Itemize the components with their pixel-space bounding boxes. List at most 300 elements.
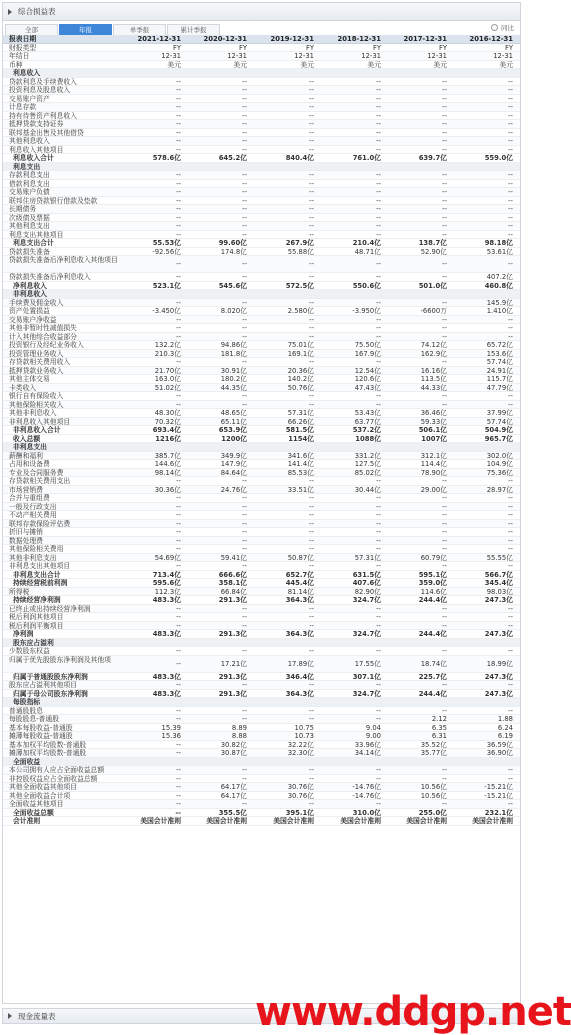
row-value: --: [508, 196, 513, 205]
row-value: --: [376, 774, 381, 783]
row-value: --: [176, 766, 181, 774]
row-value: 美元: [433, 60, 447, 69]
row-value: --: [309, 400, 314, 409]
row-value: 247.3亿: [484, 672, 513, 681]
row-value: 6.19: [497, 732, 513, 740]
financial-table: [3, 35, 520, 826]
yoy-toggle[interactable]: [491, 23, 514, 32]
row-value: 181.8亿: [220, 349, 247, 358]
header-date[interactable]: 2016-12-31: [469, 35, 513, 43]
table-row: [3, 477, 520, 486]
row-value: --: [242, 519, 247, 528]
row-value: --: [242, 324, 247, 332]
row-value: --: [508, 260, 513, 268]
collapse-arrow-icon[interactable]: [8, 9, 12, 15]
row-value: 291.3亿: [218, 630, 247, 638]
row-value: --: [442, 222, 447, 230]
row-label: 少数股东权益: [9, 647, 50, 655]
table-row: [3, 588, 520, 597]
row-value: --: [176, 128, 181, 137]
row-value: --: [242, 213, 247, 222]
tab-cumulative-quarterly[interactable]: 累计季报: [167, 24, 220, 35]
row-value: --: [508, 222, 513, 230]
row-value: --: [242, 681, 247, 689]
row-value: --: [176, 647, 181, 655]
table-row: [3, 44, 520, 53]
row-value: --: [442, 332, 447, 341]
row-value: --: [242, 502, 247, 511]
row-value: --: [508, 494, 513, 502]
row-value: --: [376, 205, 381, 213]
table-row: [3, 596, 520, 605]
row-label: 抵押贷款支持证券: [9, 120, 64, 128]
table-row: [3, 273, 520, 282]
row-label: 基本加权平均股数-普通股: [9, 740, 87, 749]
row-value: 美元: [499, 60, 513, 69]
row-value: 60.79亿: [420, 553, 447, 562]
table-row: [3, 724, 520, 733]
row-value: --: [309, 222, 314, 230]
row-value: --: [376, 128, 381, 137]
row-value: --: [376, 502, 381, 511]
row-value: 550.6亿: [352, 281, 381, 290]
panel-header[interactable]: [3, 3, 520, 21]
row-value: --: [176, 94, 181, 103]
radio-icon[interactable]: [491, 24, 498, 31]
row-value: --: [442, 528, 447, 536]
row-value: 36.90亿: [486, 749, 513, 757]
row-value: 33.96亿: [354, 740, 381, 749]
row-value: --: [508, 774, 513, 783]
table-row: [3, 486, 520, 495]
row-value: --: [508, 613, 513, 621]
row-label: 利息收入合计: [13, 154, 54, 162]
row-value: --: [508, 137, 513, 145]
row-value: --: [442, 536, 447, 545]
row-value: 99.60亿: [218, 239, 247, 247]
row-value: --: [442, 766, 447, 774]
row-value: --: [176, 273, 181, 281]
row-value: 50.87亿: [287, 553, 314, 562]
row-value: --: [376, 188, 381, 196]
row-value: 29.00亿: [420, 485, 447, 494]
row-value: 145.9亿: [486, 298, 513, 307]
row-label: 投资利息及股息收入: [9, 86, 71, 94]
row-value: --: [508, 545, 513, 553]
row-value: --: [176, 103, 181, 111]
row-value: --: [309, 188, 314, 196]
row-value: --: [309, 260, 314, 268]
row-value: 693.4亿: [152, 426, 181, 434]
row-value: --: [508, 647, 513, 655]
row-value: --: [242, 179, 247, 188]
row-value: --: [442, 315, 447, 324]
expand-arrow-icon[interactable]: [8, 1013, 12, 1019]
table-row: [3, 732, 520, 741]
row-value: --: [309, 621, 314, 630]
row-label: 净利息收入: [13, 281, 47, 290]
row-value: --: [242, 111, 247, 120]
row-label: 不动产相关费用: [9, 511, 57, 519]
table-row: [3, 171, 520, 180]
row-value: --: [176, 715, 181, 723]
row-value: 537.2亿: [352, 426, 381, 434]
table-row: [3, 622, 520, 631]
row-label: 非控股权益应占全面收益总额: [9, 774, 98, 783]
row-label: 基本每股收益-普通股: [9, 723, 73, 732]
table-row: [3, 341, 520, 350]
row-value: --: [242, 400, 247, 409]
row-value: --: [508, 511, 513, 519]
row-label: 存款利息支出: [9, 171, 50, 179]
row-label: 次级债及票据: [9, 213, 50, 222]
table-row: [3, 112, 520, 121]
row-value: 127.5亿: [354, 460, 381, 468]
table-row: [3, 426, 520, 435]
row-value: --: [508, 604, 513, 613]
row-label: 全面收益总额: [13, 808, 54, 817]
table-row: [3, 605, 520, 614]
row-value: FY: [305, 43, 314, 52]
table-row: [3, 715, 520, 724]
row-value: --: [376, 511, 381, 519]
row-value: --: [309, 604, 314, 613]
row-value: --: [309, 502, 314, 511]
row-value: --: [242, 145, 247, 154]
row-value: 645.2亿: [218, 154, 247, 162]
row-label: 联邦基金出售及其他借贷: [9, 128, 84, 137]
table-row: [3, 775, 520, 784]
row-value: 44.33亿: [420, 383, 447, 392]
header-date[interactable]: 2017-12-31: [403, 35, 447, 43]
row-value: --: [176, 604, 181, 613]
row-value: 1154亿: [288, 434, 314, 443]
row-value: --: [376, 621, 381, 630]
row-label: 普通股股息: [9, 706, 43, 715]
row-value: 501.0亿: [418, 281, 447, 290]
row-label: 贷款损失准备后净利息收入其他项目: [9, 256, 118, 264]
row-value: 64.17亿: [220, 791, 247, 800]
table-row: [3, 554, 520, 563]
row-label: 摊薄每股收益-普通股: [9, 732, 73, 740]
row-value: --: [309, 298, 314, 307]
row-value: 36.59亿: [486, 740, 513, 749]
row-value: 291.3亿: [218, 672, 247, 681]
table-row: [3, 307, 520, 316]
row-label: 持有待售资产利息收入: [9, 111, 77, 120]
row-value: 美元: [367, 60, 381, 69]
row-value: 15.36: [161, 732, 181, 740]
row-value: -92.56亿: [152, 247, 181, 256]
row-value: --: [176, 681, 181, 689]
row-value: --: [176, 298, 181, 307]
row-value: 364.3亿: [285, 630, 314, 638]
tab-annual[interactable]: 年报: [59, 24, 112, 35]
row-value: 180.2亿: [220, 375, 247, 383]
row-value: 44.35亿: [220, 383, 247, 392]
row-value: 364.3亿: [285, 596, 314, 604]
row-value: 52.90亿: [420, 247, 447, 256]
row-value: 385.7亿: [154, 451, 181, 460]
row-value: --: [442, 120, 447, 128]
row-label: 非利息收入其他项目: [9, 417, 71, 426]
header-date[interactable]: 2021-12-31: [137, 35, 181, 43]
row-value: --: [176, 536, 181, 545]
row-value: 120.6亿: [354, 375, 381, 383]
row-value: --: [176, 519, 181, 528]
row-value: --: [309, 545, 314, 553]
row-label: 借款利息支出: [9, 179, 50, 188]
row-value: 57.31亿: [354, 553, 381, 562]
row-value: 2.580亿: [287, 307, 314, 315]
row-value: --: [309, 766, 314, 774]
table-row: [3, 707, 520, 716]
row-value: --: [376, 392, 381, 400]
row-value: 359.0亿: [418, 579, 447, 587]
row-value: -14.76亿: [352, 791, 381, 800]
row-value: --: [242, 332, 247, 341]
row-value: 30.44亿: [354, 485, 381, 494]
row-value: --: [176, 502, 181, 511]
row-value: --: [176, 315, 181, 324]
tab-quarterly[interactable]: 单季报: [113, 24, 166, 35]
row-value: 358.1亿: [218, 579, 247, 587]
row-value: --: [176, 358, 181, 366]
row-value: --: [508, 392, 513, 400]
row-value: --: [176, 332, 181, 341]
row-value: 1.410亿: [486, 307, 513, 315]
row-value: --: [309, 120, 314, 128]
row-value: --: [508, 179, 513, 188]
row-value: --: [442, 205, 447, 213]
row-value: 65.11亿: [220, 417, 247, 426]
row-label: 股东应占溢利其他项目: [9, 681, 77, 689]
row-value: 225.7亿: [418, 672, 447, 681]
row-value: 6.24: [497, 723, 513, 732]
row-value: 12-31: [294, 52, 314, 60]
table-row: [3, 545, 520, 554]
row-value: 324.7亿: [352, 630, 381, 638]
row-value: --: [242, 715, 247, 723]
row-value: --: [309, 494, 314, 502]
row-value: --: [442, 647, 447, 655]
row-value: 345.4亿: [484, 579, 513, 587]
row-value: --: [442, 137, 447, 145]
row-value: 17.89亿: [287, 659, 314, 668]
row-value: 55.53亿: [152, 239, 181, 247]
row-value: --: [442, 94, 447, 103]
row-value: 12-31: [427, 52, 447, 60]
row-value: --: [376, 120, 381, 128]
row-value: --: [176, 213, 181, 222]
row-value: --: [508, 77, 513, 86]
row-value: --: [242, 128, 247, 137]
row-value: 48.30亿: [154, 409, 181, 417]
row-value: FY: [438, 43, 447, 52]
row-value: --: [176, 774, 181, 783]
row-value: --: [508, 706, 513, 715]
row-value: 483.3亿: [152, 596, 181, 604]
table-row: [3, 647, 520, 656]
row-value: --: [176, 222, 181, 230]
row-value: --: [176, 205, 181, 213]
table-row: [3, 579, 520, 588]
row-value: --: [376, 477, 381, 485]
row-value: --: [376, 315, 381, 324]
row-value: 104.9亿: [486, 460, 513, 468]
row-value: 302.0亿: [486, 451, 513, 460]
row-label: 计入其他综合收益部分: [9, 332, 77, 341]
row-label: 存贷款相关费用收入: [9, 358, 71, 366]
table-row: [3, 435, 520, 444]
row-value: --: [242, 315, 247, 324]
tab-all[interactable]: 全部: [5, 24, 58, 35]
row-value: --: [309, 86, 314, 94]
row-value: --: [242, 188, 247, 196]
row-value: --: [176, 783, 181, 791]
row-label: 贷款损失准备: [9, 247, 50, 256]
row-value: --: [242, 94, 247, 103]
row-value: --: [309, 145, 314, 154]
row-value: 美元: [167, 60, 181, 69]
row-value: 75.01亿: [287, 341, 314, 349]
row-value: --: [309, 715, 314, 723]
row-value: --: [508, 766, 513, 774]
row-value: --: [309, 77, 314, 86]
row-value: --: [242, 766, 247, 774]
row-value: --: [442, 358, 447, 366]
row-value: --: [176, 400, 181, 409]
row-value: --: [508, 315, 513, 324]
row-value: --: [376, 358, 381, 366]
row-value: --: [376, 213, 381, 222]
row-label: 其他利息收入: [9, 137, 50, 145]
table-row: [3, 613, 520, 622]
row-value: --: [376, 647, 381, 655]
row-value: 66.26亿: [287, 417, 314, 426]
row-value: 20.36亿: [287, 366, 314, 375]
row-value: FY: [238, 43, 247, 52]
row-value: 291.3亿: [218, 596, 247, 604]
row-value: --: [508, 230, 513, 239]
row-value: --: [309, 706, 314, 715]
table-row: [3, 282, 520, 291]
row-value: --: [176, 230, 181, 239]
row-label: 其他非利息支出: [9, 553, 57, 562]
table-row: [3, 52, 520, 61]
table-row: [3, 418, 520, 427]
row-value: 48.71亿: [354, 247, 381, 256]
table-row: [3, 817, 520, 826]
table-row: [3, 103, 520, 112]
header-date[interactable]: 2020-12-31: [203, 35, 247, 43]
income-statement-panel: [2, 2, 521, 1004]
row-value: 324.7亿: [352, 596, 381, 604]
row-value: 1.88: [497, 715, 513, 723]
row-label: 投资银行及经纪业务收入: [9, 341, 84, 349]
row-value: 57.74亿: [486, 417, 513, 426]
row-value: --: [442, 392, 447, 400]
row-value: 9.00: [365, 732, 381, 740]
row-value: 10.56亿: [420, 791, 447, 800]
row-value: 55.55亿: [486, 553, 513, 562]
table-row: [3, 656, 520, 673]
row-label: 贷款利息及手续费收入: [9, 77, 77, 86]
row-value: 341.6亿: [287, 451, 314, 460]
row-value: --: [309, 94, 314, 103]
row-label: 币种: [9, 60, 23, 69]
row-label: 数据处理费: [9, 536, 43, 545]
row-label: 专业及合同服务费: [9, 468, 64, 477]
row-value: 666.6亿: [218, 570, 247, 579]
table-row: [3, 401, 520, 410]
row-value: 59.33亿: [420, 417, 447, 426]
row-value: 34.14亿: [354, 749, 381, 757]
table-row: [3, 392, 520, 401]
row-value: 53.43亿: [354, 409, 381, 417]
row-value: 652.7亿: [285, 570, 314, 579]
table-row: [3, 409, 520, 418]
row-value: 30.76亿: [287, 783, 314, 791]
row-value: --: [508, 128, 513, 137]
row-value: --: [309, 171, 314, 179]
row-value: --: [376, 613, 381, 621]
row-label: 交易账户净收益: [9, 315, 57, 324]
section-row: [3, 163, 520, 172]
row-value: --: [376, 298, 381, 307]
row-label: 贷款损失准备后净利息收入: [9, 273, 91, 281]
header-date[interactable]: 2018-12-31: [337, 35, 381, 43]
row-label: 其他全面收益其他项目: [9, 783, 77, 791]
row-value: --: [242, 77, 247, 86]
row-value: --: [309, 511, 314, 519]
row-value: 112.3亿: [154, 587, 181, 596]
header-date[interactable]: 2019-12-31: [270, 35, 314, 43]
row-value: --: [442, 111, 447, 120]
row-label: 收入总额: [13, 434, 41, 443]
row-value: 210.4亿: [352, 239, 381, 247]
row-value: --: [442, 298, 447, 307]
row-value: --: [508, 477, 513, 485]
row-value: 291.3亿: [218, 689, 247, 698]
row-value: 33.51亿: [287, 485, 314, 494]
header-label: 报表日期: [9, 35, 37, 43]
row-value: --: [442, 188, 447, 196]
row-value: 18.99亿: [486, 659, 513, 668]
row-value: --: [376, 528, 381, 536]
row-value: 美元: [233, 60, 247, 69]
row-value: 16.16亿: [420, 366, 447, 375]
row-value: --: [242, 392, 247, 400]
row-label: 其他利息支出: [9, 222, 50, 230]
row-value: --: [309, 392, 314, 400]
row-value: 210.3亿: [154, 349, 181, 358]
table-row: [3, 800, 520, 809]
row-value: --: [508, 562, 513, 570]
row-label: 其他保险相关收入: [9, 400, 64, 409]
row-value: 54.69亿: [154, 553, 181, 562]
row-label: 税后利润其他项目: [9, 613, 64, 621]
section-row: [3, 698, 520, 707]
row-value: 307.1亿: [352, 672, 381, 681]
table-row: [3, 214, 520, 223]
row-value: --: [176, 528, 181, 536]
row-value: --: [508, 528, 513, 536]
row-value: --: [508, 213, 513, 222]
row-value: --: [242, 137, 247, 145]
row-value: --: [442, 213, 447, 222]
row-label: 非利息收入合计: [13, 426, 61, 434]
